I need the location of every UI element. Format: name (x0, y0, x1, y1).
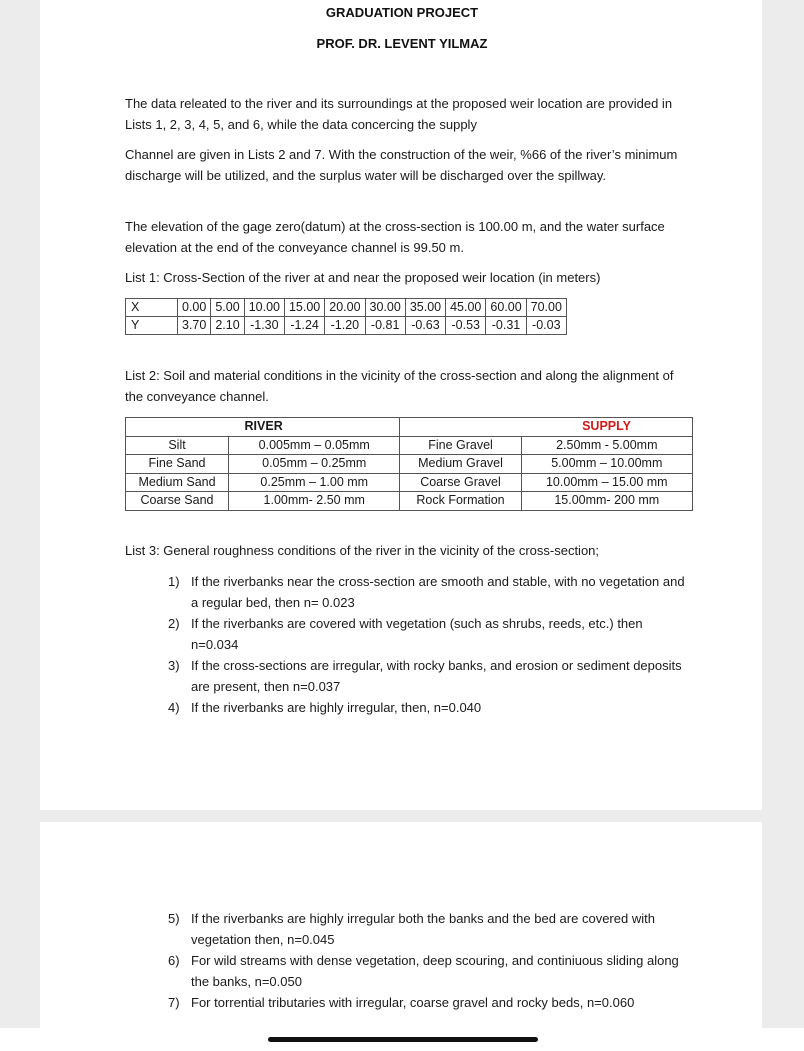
list1-row-x (126, 299, 567, 317)
list-item-number: 6) (168, 953, 180, 968)
list1-y-cell: -1.20 (325, 317, 365, 335)
river-range: 0.005mm – 0.05mm (229, 436, 400, 455)
list-item (168, 655, 688, 697)
list1-x-cell: 10.00 (244, 299, 284, 317)
list1-x-cell: 35.00 (405, 299, 445, 317)
intro-paragraph-2: Channel are given in Lists 2 and 7. With the construction of the weir, %66 of the river’s minimum discharge will be utilized, and the surplus water will be discharged over the spillway. (125, 147, 678, 183)
list2-row (126, 455, 693, 474)
supply-material: Rock Formation (400, 492, 521, 511)
list1-x-cell: 70.00 (526, 299, 566, 317)
list-item-text: If the cross-sections are irregular, with rocky banks, and erosion or sediment deposits are present, then n=0.037 (191, 658, 682, 694)
list-item (168, 950, 688, 992)
list1-y-cell: -0.53 (446, 317, 486, 335)
list1-x-cell: 60.00 (486, 299, 526, 317)
list1-x-cell: 15.00 (284, 299, 324, 317)
supply-range: 5.00mm – 10.00mm (521, 455, 692, 474)
list-item (168, 908, 688, 950)
list1-y-cell: 2.10 (211, 317, 244, 335)
list2-row (126, 436, 693, 455)
list-item (168, 613, 688, 655)
river-material: Fine Sand (126, 455, 229, 474)
list1-x-cell: 20.00 (325, 299, 365, 317)
list1-y-cell: -1.24 (284, 317, 324, 335)
river-range: 0.25mm – 1.00 mm (229, 473, 400, 492)
list1-y-cell: -0.63 (405, 317, 445, 335)
list-item-number: 4) (168, 700, 180, 715)
supply-range: 2.50mm - 5.00mm (521, 436, 692, 455)
list1-x-cell: 45.00 (446, 299, 486, 317)
list-item (168, 697, 688, 718)
supply-range: 15.00mm- 200 mm (521, 492, 692, 511)
list1-x-cell: 5.00 (211, 299, 244, 317)
list1-y-cell: -0.81 (365, 317, 405, 335)
list3-caption: List 3: General roughness conditions of the river in the vicinity of the cross-section; (125, 543, 600, 558)
river-material: Medium Sand (126, 473, 229, 492)
list-item-text: If the riverbanks are highly irregular both the banks and the bed are covered with vegetation then, n=0.045 (191, 911, 655, 947)
list2-table (125, 417, 693, 511)
list-item-number: 3) (168, 658, 180, 673)
supply-range: 10.00mm – 15.00 mm (521, 473, 692, 492)
document-title: GRADUATION PROJECT (325, 5, 479, 20)
list-item-text: If the riverbanks are highly irregular, then, n=0.040 (191, 700, 482, 715)
list1-y-cell: -0.03 (526, 317, 566, 335)
document-subtitle: PROF. DR. LEVENT YILMAZ (316, 36, 488, 51)
list-item-text: For wild streams with dense vegetation, deep scouring, and continiuous sliding along the banks, n=0.050 (191, 953, 679, 989)
list1-y-label: Y (126, 317, 178, 335)
list-item-number: 2) (168, 616, 180, 631)
list1-x-label: X (126, 299, 178, 317)
list2-caption: List 2: Soil and material conditions in the vicinity of the cross-section and along the alignment of the conveyance channel. (125, 368, 674, 404)
list-item-number: 5) (168, 911, 180, 926)
list2-row (126, 473, 693, 492)
list2-header-row (126, 418, 693, 437)
list3-items-page2 (168, 908, 688, 1013)
home-indicator[interactable] (268, 1037, 538, 1042)
list1-y-cell: -1.30 (244, 317, 284, 335)
intro-paragraph-1: The data releated to the river and its surroundings at the proposed weir location are provided in Lists 1, 2, 3, 4, 5, and 6, while the data concercing the supply (125, 96, 673, 132)
list-item-number: 7) (168, 995, 180, 1010)
list-item-text: For torrential tributaries with irregular, coarse gravel and rocky beds, n=0.060 (191, 995, 635, 1010)
river-header: RIVER (229, 418, 400, 437)
list3-items-page1 (168, 571, 688, 718)
list-item-number: 1) (168, 574, 180, 589)
list2-header-spacer (400, 418, 521, 437)
supply-material: Coarse Gravel (400, 473, 521, 492)
list1-caption: List 1: Cross-Section of the river at and near the proposed weir location (in meters) (125, 270, 601, 285)
supply-material: Fine Gravel (400, 436, 521, 455)
list-item-text: If the riverbanks near the cross-section are smooth and stable, with no vegetation and a regular bed, then n= 0.023 (191, 574, 685, 610)
list1-x-cell: 30.00 (365, 299, 405, 317)
supply-material: Medium Gravel (400, 455, 521, 474)
list1-row-y (126, 317, 567, 335)
list1-y-cell: 3.70 (178, 317, 211, 335)
list-item (168, 992, 688, 1013)
list1-table (125, 298, 567, 335)
river-material: Coarse Sand (126, 492, 229, 511)
river-range: 0.05mm – 0.25mm (229, 455, 400, 474)
list1-x-cell: 0.00 (178, 299, 211, 317)
list2-header-spacer (126, 418, 229, 437)
river-material: Silt (126, 436, 229, 455)
river-range: 1.00mm- 2.50 mm (229, 492, 400, 511)
list2-row (126, 492, 693, 511)
list-item-text: If the riverbanks are covered with vegetation (such as shrubs, reeds, etc.) then n=0.034 (191, 616, 643, 652)
list1-y-cell: -0.31 (486, 317, 526, 335)
supply-header: SUPPLY (521, 418, 692, 437)
intro-paragraph-3: The elevation of the gage zero(datum) at the cross-section is 100.00 m, and the water surface elevation at the end of the conveyance channel is 99.50 m. (125, 219, 665, 255)
list-item (168, 571, 688, 613)
